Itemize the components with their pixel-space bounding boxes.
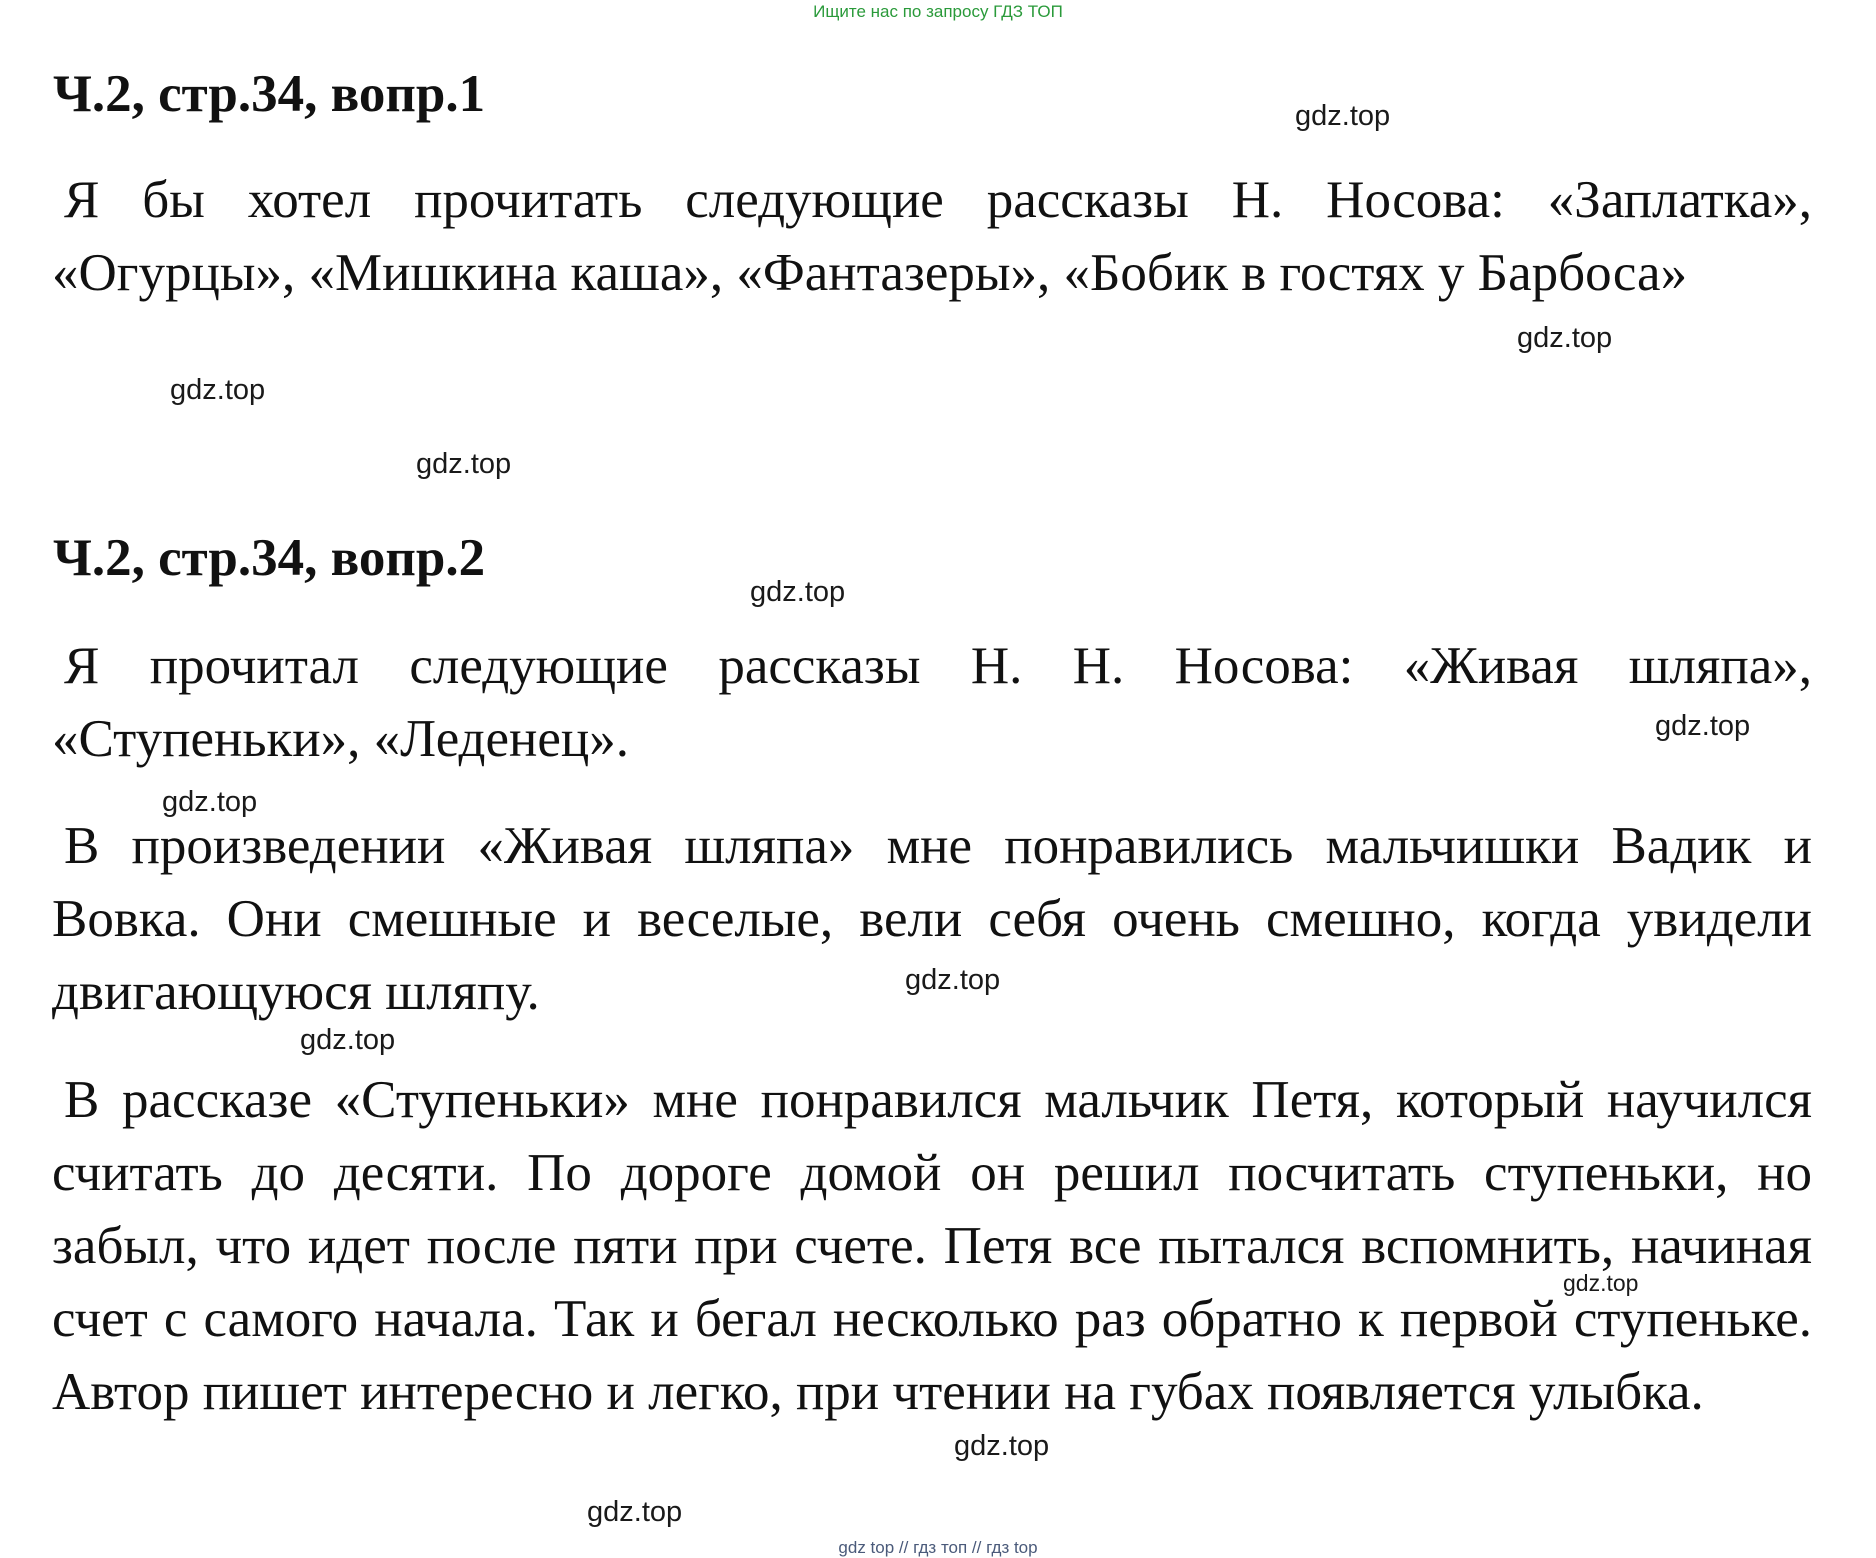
bottom-banner: gdz top // гдз топ // гдз top — [838, 1538, 1038, 1557]
watermark: gdz.top — [1563, 1270, 1639, 1296]
section-2-paragraph-2: В произведении «Живая шляпа» мне понравились мальчишки Вадик и Вовка. Они смешные и веселые, вели себя очень смешно, когда увидели двигающуюся шляпу. — [52, 817, 1812, 1021]
section-1-heading: Ч.2, стр.34, вопр.1 — [53, 65, 486, 123]
section-2-heading: Ч.2, стр.34, вопр.2 — [53, 529, 486, 587]
watermark: gdz.top — [1295, 100, 1391, 132]
watermark: gdz.top — [587, 1496, 683, 1528]
watermark: gdz.top — [170, 374, 266, 406]
watermark: gdz.top — [162, 786, 258, 818]
watermark: gdz.top — [300, 1024, 396, 1056]
section-1-paragraph-1: Я бы хотел прочитать следующие рассказы Н. Носова: «Заплатка», «Огурцы», «Мишкина каша», «Фантазеры», «Бобик в гостях у Барбоса» — [52, 171, 1812, 302]
watermark: gdz.top — [954, 1430, 1050, 1462]
watermark: gdz.top — [750, 576, 846, 608]
watermark: gdz.top — [1655, 710, 1751, 742]
section-2-paragraph-3: В рассказе «Ступеньки» мне понравился мальчик Петя, который научился считать до десяти. По дороге домой он решил посчитать ступеньки, но забыл, что идет после пяти при счете. Петя все пытался вспомнить, начиная счет с самого начала. Так и бегал несколько раз обратно к первой ступеньке. Автор пишет интересно и легко, при чтении на губах появляется улыбка. — [52, 1071, 1812, 1421]
top-banner: Ищите нас по запросу ГДЗ ТОП — [813, 2, 1063, 21]
watermark: gdz.top — [416, 448, 512, 480]
watermark: gdz.top — [905, 964, 1001, 996]
watermark: gdz.top — [1517, 322, 1613, 354]
section-2-paragraph-1: Я прочитал следующие рассказы Н. Н. Носова: «Живая шляпа», «Ступеньки», «Леденец». — [52, 637, 1812, 768]
